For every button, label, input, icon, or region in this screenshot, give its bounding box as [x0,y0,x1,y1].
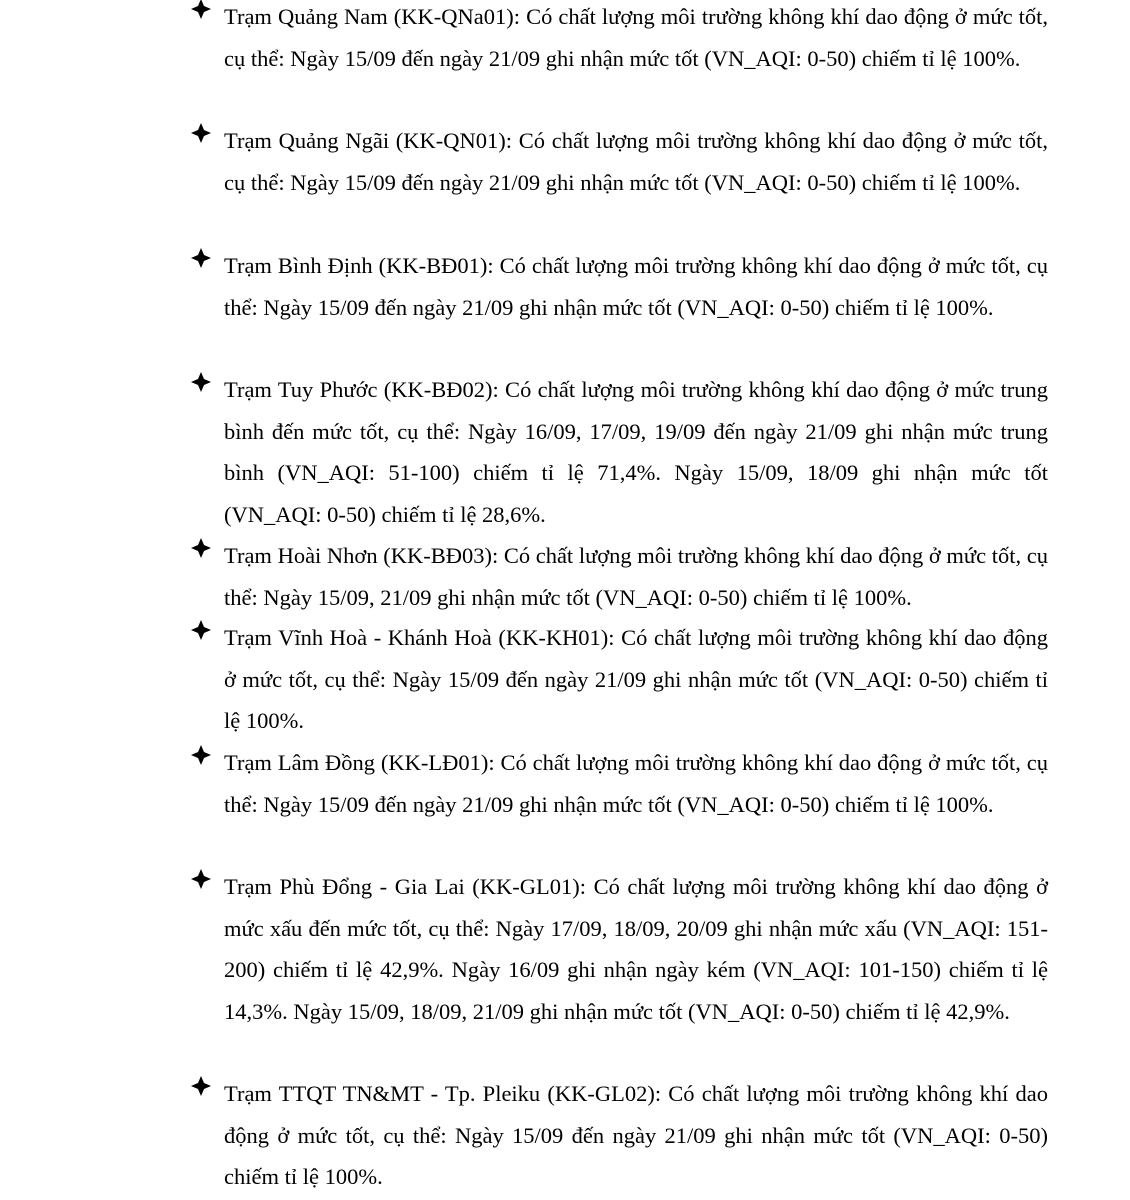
list-item-text: Trạm Lâm Đồng (KK-LĐ01): Có chất lượng môi trường không khí dao động ở mức tốt, cụ thể: Ngày 15/09 đến ngày 21/09 ghi nhận mức tốt (VN_AQI: 0-50) chiếm tỉ lệ 100%. [224,750,1048,817]
diamond-star-bullet-icon [190,868,212,890]
diamond-star-bullet-icon [190,247,212,269]
diamond-star-bullet-icon [190,0,212,20]
list-item-text: Trạm Tuy Phước (KK-BĐ02): Có chất lượng môi trường không khí dao động ở mức trung bình đến mức tốt, cụ thể: Ngày 16/09, 17/09, 19/09 đến ngày 21/09 ghi nhận mức trung bình (VN_AQI: 51-100) chiếm tỉ lệ 71,4%. Ngày 15/09, 18/09 ghi nhận mức tốt (VN_AQI: 0-50) chiếm tỉ lệ 28,6%. [224,377,1048,527]
diamond-star-bullet-icon [190,122,212,144]
list-item-text: Trạm Bình Định (KK-BĐ01): Có chất lượng môi trường không khí dao động ở mức tốt, cụ thể: Ngày 15/09 đến ngày 21/09 ghi nhận mức tốt (VN_AQI: 0-50) chiếm tỉ lệ 100%. [224,253,1048,320]
list-item-text: Trạm Vĩnh Hoà - Khánh Hoà (KK-KH01): Có chất lượng môi trường không khí dao động ở mức tốt, cụ thể: Ngày 15/09 đến ngày 21/09 ghi nhận mức tốt (VN_AQI: 0-50) chiếm tỉ lệ 100%. [224,625,1048,733]
list-item-text: Trạm Quảng Nam (KK-QNa01): Có chất lượng môi trường không khí dao động ở mức tốt, cụ thể: Ngày 15/09 đến ngày 21/09 ghi nhận mức tốt (VN_AQI: 0-50) chiếm tỉ lệ 100%. [224,4,1048,71]
list-item-text: Trạm TTQT TN&MT - Tp. Pleiku (KK-GL02): Có chất lượng môi trường không khí dao động ở mức tốt, cụ thể: Ngày 15/09 đến ngày 21/09 ghi nhận mức tốt (VN_AQI: 0-50) chiếm tỉ lệ 100%. [224,1081,1048,1189]
list-item-text: Trạm Hoài Nhơn (KK-BĐ03): Có chất lượng môi trường không khí dao động ở mức tốt, cụ thể: Ngày 15/09, 21/09 ghi nhận mức tốt (VN_AQI: 0-50) chiếm tỉ lệ 100%. [224,543,1048,610]
list-item-text: Trạm Phù Đổng - Gia Lai (KK-GL01): Có chất lượng môi trường không khí dao động ở mức xấu đến mức tốt, cụ thể: Ngày 17/09, 18/09, 20/09 ghi nhận mức xấu (VN_AQI: 151-200) chiếm tỉ lệ 42,9%. Ngày 16/09 ghi nhận ngày kém (VN_AQI: 101-150) chiếm tỉ lệ 14,3%. Ngày 15/09, 18/09, 21/09 ghi nhận mức tốt (VN_AQI: 0-50) chiếm tỉ lệ 42,9%. [224,874,1048,1024]
diamond-star-bullet-icon [190,1075,212,1097]
diamond-star-bullet-icon [190,619,212,641]
diamond-star-bullet-icon [190,371,212,393]
list-item-text: Trạm Quảng Ngãi (KK-QN01): Có chất lượng môi trường không khí dao động ở mức tốt, cụ thể: Ngày 15/09 đến ngày 21/09 ghi nhận mức tốt (VN_AQI: 0-50) chiếm tỉ lệ 100%. [224,128,1048,195]
diamond-star-bullet-icon [190,537,212,559]
diamond-star-bullet-icon [190,744,212,766]
